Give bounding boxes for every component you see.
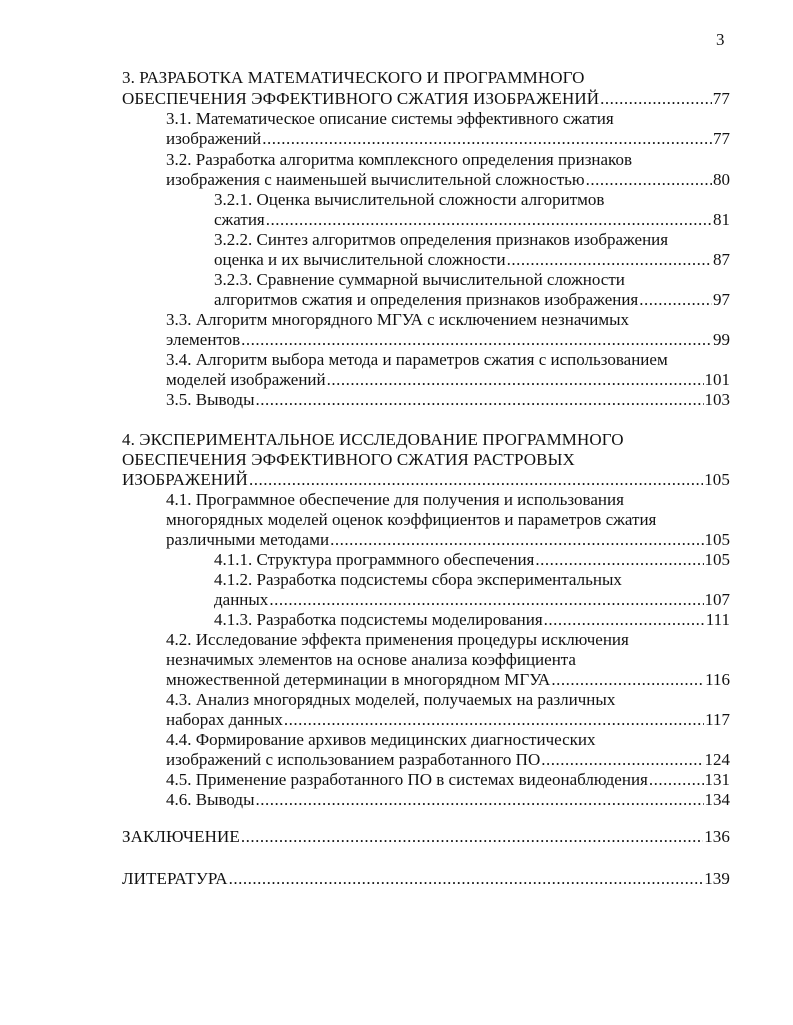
toc-s32-entry[interactable] <box>166 170 730 190</box>
toc-leader-dots <box>541 750 703 770</box>
toc-literature-label: ЛИТЕРАТУРА <box>122 869 228 888</box>
toc-s412-line1: 4.1.2. Разработка подсистемы сбора экспериментальных <box>214 570 622 589</box>
toc-ch4-title-line3: ИЗОБРАЖЕНИЙ <box>122 470 248 489</box>
toc-s44-entry[interactable] <box>166 750 730 770</box>
toc-s46-label: 4.6. Выводы <box>166 790 255 809</box>
toc-s35-label: 3.5. Выводы <box>166 390 255 409</box>
toc-s35-entry[interactable] <box>166 390 730 410</box>
toc-conclusion-label: ЗАКЛЮЧЕНИЕ <box>122 827 240 846</box>
toc-s42-line3: множественной детерминации в многорядном МГУА <box>166 670 551 689</box>
toc-s411-label: 4.1.1. Структура программного обеспечения <box>214 550 535 569</box>
toc-s44-line1: 4.4. Формирование архивов медицинских диагностических <box>166 730 596 749</box>
toc-page-number: 107 <box>704 590 730 609</box>
toc-leader-dots <box>639 290 712 310</box>
toc-s323-line1: 3.2.3. Сравнение суммарной вычислительной сложности <box>214 270 625 289</box>
toc-leader-dots <box>535 550 703 570</box>
toc-page-number: 124 <box>704 750 730 769</box>
toc-s34-line1: 3.4. Алгоритм выбора метода и параметров сжатия с использованием <box>166 350 668 369</box>
toc-leader-dots <box>266 210 712 230</box>
toc-leader-dots <box>229 869 704 889</box>
toc-s45-entry[interactable] <box>166 770 730 790</box>
toc-s321-line1: 3.2.1. Оценка вычислительной сложности алгоритмов <box>214 190 605 209</box>
toc-page-number: 131 <box>704 770 730 789</box>
toc-s42-line1: 4.2. Исследование эффекта применения процедуры исключения <box>166 630 629 649</box>
toc-ch3-title-line1: 3. РАЗРАБОТКА МАТЕМАТИЧЕСКОГО И ПРОГРАММНОГО <box>122 68 585 87</box>
toc-s34-entry[interactable] <box>166 370 730 390</box>
toc-page-number: 80 <box>713 170 730 189</box>
toc-leader-dots <box>507 250 712 270</box>
toc-ch3-entry[interactable] <box>122 89 730 109</box>
toc-leader-dots <box>256 790 704 810</box>
toc-literature-entry[interactable] <box>122 869 730 889</box>
toc-page-number: 81 <box>713 210 730 229</box>
toc-s43-line2: наборах данных <box>166 710 283 729</box>
toc-s43-entry[interactable] <box>166 710 730 730</box>
toc-s321-line2: сжатия <box>214 210 265 229</box>
toc-page-number: 139 <box>704 869 730 888</box>
toc-page-number: 136 <box>704 827 730 846</box>
toc-s413-entry[interactable] <box>214 610 730 630</box>
toc-leader-dots <box>262 129 712 149</box>
toc-s323-line2: алгоритмов сжатия и определения признаков изображения <box>214 290 639 309</box>
toc-page-number: 105 <box>704 530 730 549</box>
toc-s32-line1: 3.2. Разработка алгоритма комплексного определения признаков <box>166 150 632 169</box>
toc-s31-entry[interactable] <box>166 129 730 149</box>
toc-s41-line3: различными методами <box>166 530 330 549</box>
toc-s42-entry[interactable] <box>166 670 730 690</box>
toc-s33-entry[interactable] <box>166 330 730 350</box>
toc-page-number: 105 <box>704 470 730 489</box>
toc-s41-line1: 4.1. Программное обеспечение для получения и использования <box>166 490 624 509</box>
toc-s33-line2: элементов <box>166 330 241 349</box>
toc-leader-dots <box>327 370 704 390</box>
toc-s44-line2: изображений с использованием разработанного ПО <box>166 750 541 769</box>
toc-page-number: 77 <box>713 129 730 148</box>
toc-page-number: 117 <box>705 710 730 729</box>
toc-s322-line1: 3.2.2. Синтез алгоритмов определения признаков изображения <box>214 230 669 249</box>
toc-s41-entry[interactable] <box>166 530 730 550</box>
toc-leader-dots <box>249 470 703 490</box>
toc-leader-dots <box>649 770 704 790</box>
toc-leader-dots <box>256 390 704 410</box>
toc-page-number: 101 <box>704 370 730 389</box>
toc-s31-line1: 3.1. Математическое описание системы эффективного сжатия <box>166 109 614 128</box>
toc-s43-line1: 4.3. Анализ многорядных моделей, получаемых на различных <box>166 690 616 709</box>
toc-page-number: 134 <box>704 790 730 809</box>
toc-s46-entry[interactable] <box>166 790 730 810</box>
toc-ch4-title-line2: ОБЕСПЕЧЕНИЯ ЭФФЕКТИВНОГО СЖАТИЯ РАСТРОВЫХ <box>122 450 575 469</box>
toc-s321-entry[interactable] <box>214 210 730 230</box>
toc-page-number: 116 <box>705 670 730 689</box>
toc-page-number: 77 <box>712 89 730 108</box>
toc-page-number: 99 <box>713 330 730 349</box>
toc-page-number: 97 <box>713 290 730 309</box>
toc-s33-line1: 3.3. Алгоритм многорядного МГУА с исключением незначимых <box>166 310 630 329</box>
toc-s41-line2: многорядных моделей оценок коэффициентов и параметров сжатия <box>166 510 657 529</box>
toc-s32-line2: изображения с наименьшей вычислительной сложностью <box>166 170 585 189</box>
toc-s42-line2: незначимых элементов на основе анализа коэффициента <box>166 650 576 669</box>
toc-leader-dots <box>544 610 705 630</box>
toc-page-number: 87 <box>713 250 730 269</box>
toc-leader-dots <box>600 89 712 109</box>
toc-leader-dots <box>330 530 703 550</box>
toc-s45-label: 4.5. Применение разработанного ПО в системах видеонаблюдения <box>166 770 648 789</box>
toc-ch4-entry[interactable] <box>122 470 730 490</box>
toc-conclusion-entry[interactable] <box>122 827 730 847</box>
toc-page-number: 103 <box>704 390 730 409</box>
toc-s413-label: 4.1.3. Разработка подсистемы моделирования <box>214 610 543 629</box>
toc-leader-dots <box>269 590 703 610</box>
toc-ch4-title-line1: 4. ЭКСПЕРИМЕНТАЛЬНОЕ ИССЛЕДОВАНИЕ ПРОГРАММНОГО <box>122 430 624 449</box>
toc-s322-entry[interactable] <box>214 250 730 270</box>
toc-leader-dots <box>241 827 703 847</box>
toc-s412-entry[interactable] <box>214 590 730 610</box>
toc-s412-line2: данных <box>214 590 269 609</box>
toc-leader-dots <box>241 330 712 350</box>
toc-s34-line2: моделей изображений <box>166 370 326 389</box>
page-number: 3 <box>716 30 725 49</box>
toc-page-number: 111 <box>705 610 730 629</box>
toc-s322-line2: оценка и их вычислительной сложности <box>214 250 506 269</box>
toc-s323-entry[interactable] <box>214 290 730 310</box>
toc-leader-dots <box>586 170 712 190</box>
toc-leader-dots <box>551 670 704 690</box>
toc-s31-line2: изображений <box>166 129 262 148</box>
toc-s411-entry[interactable] <box>214 550 730 570</box>
toc-page-number: 105 <box>704 550 730 569</box>
toc-leader-dots <box>284 710 704 730</box>
toc-ch3-title-line2: ОБЕСПЕЧЕНИЯ ЭФФЕКТИВНОГО СЖАТИЯ ИЗОБРАЖЕНИЙ <box>122 89 600 108</box>
